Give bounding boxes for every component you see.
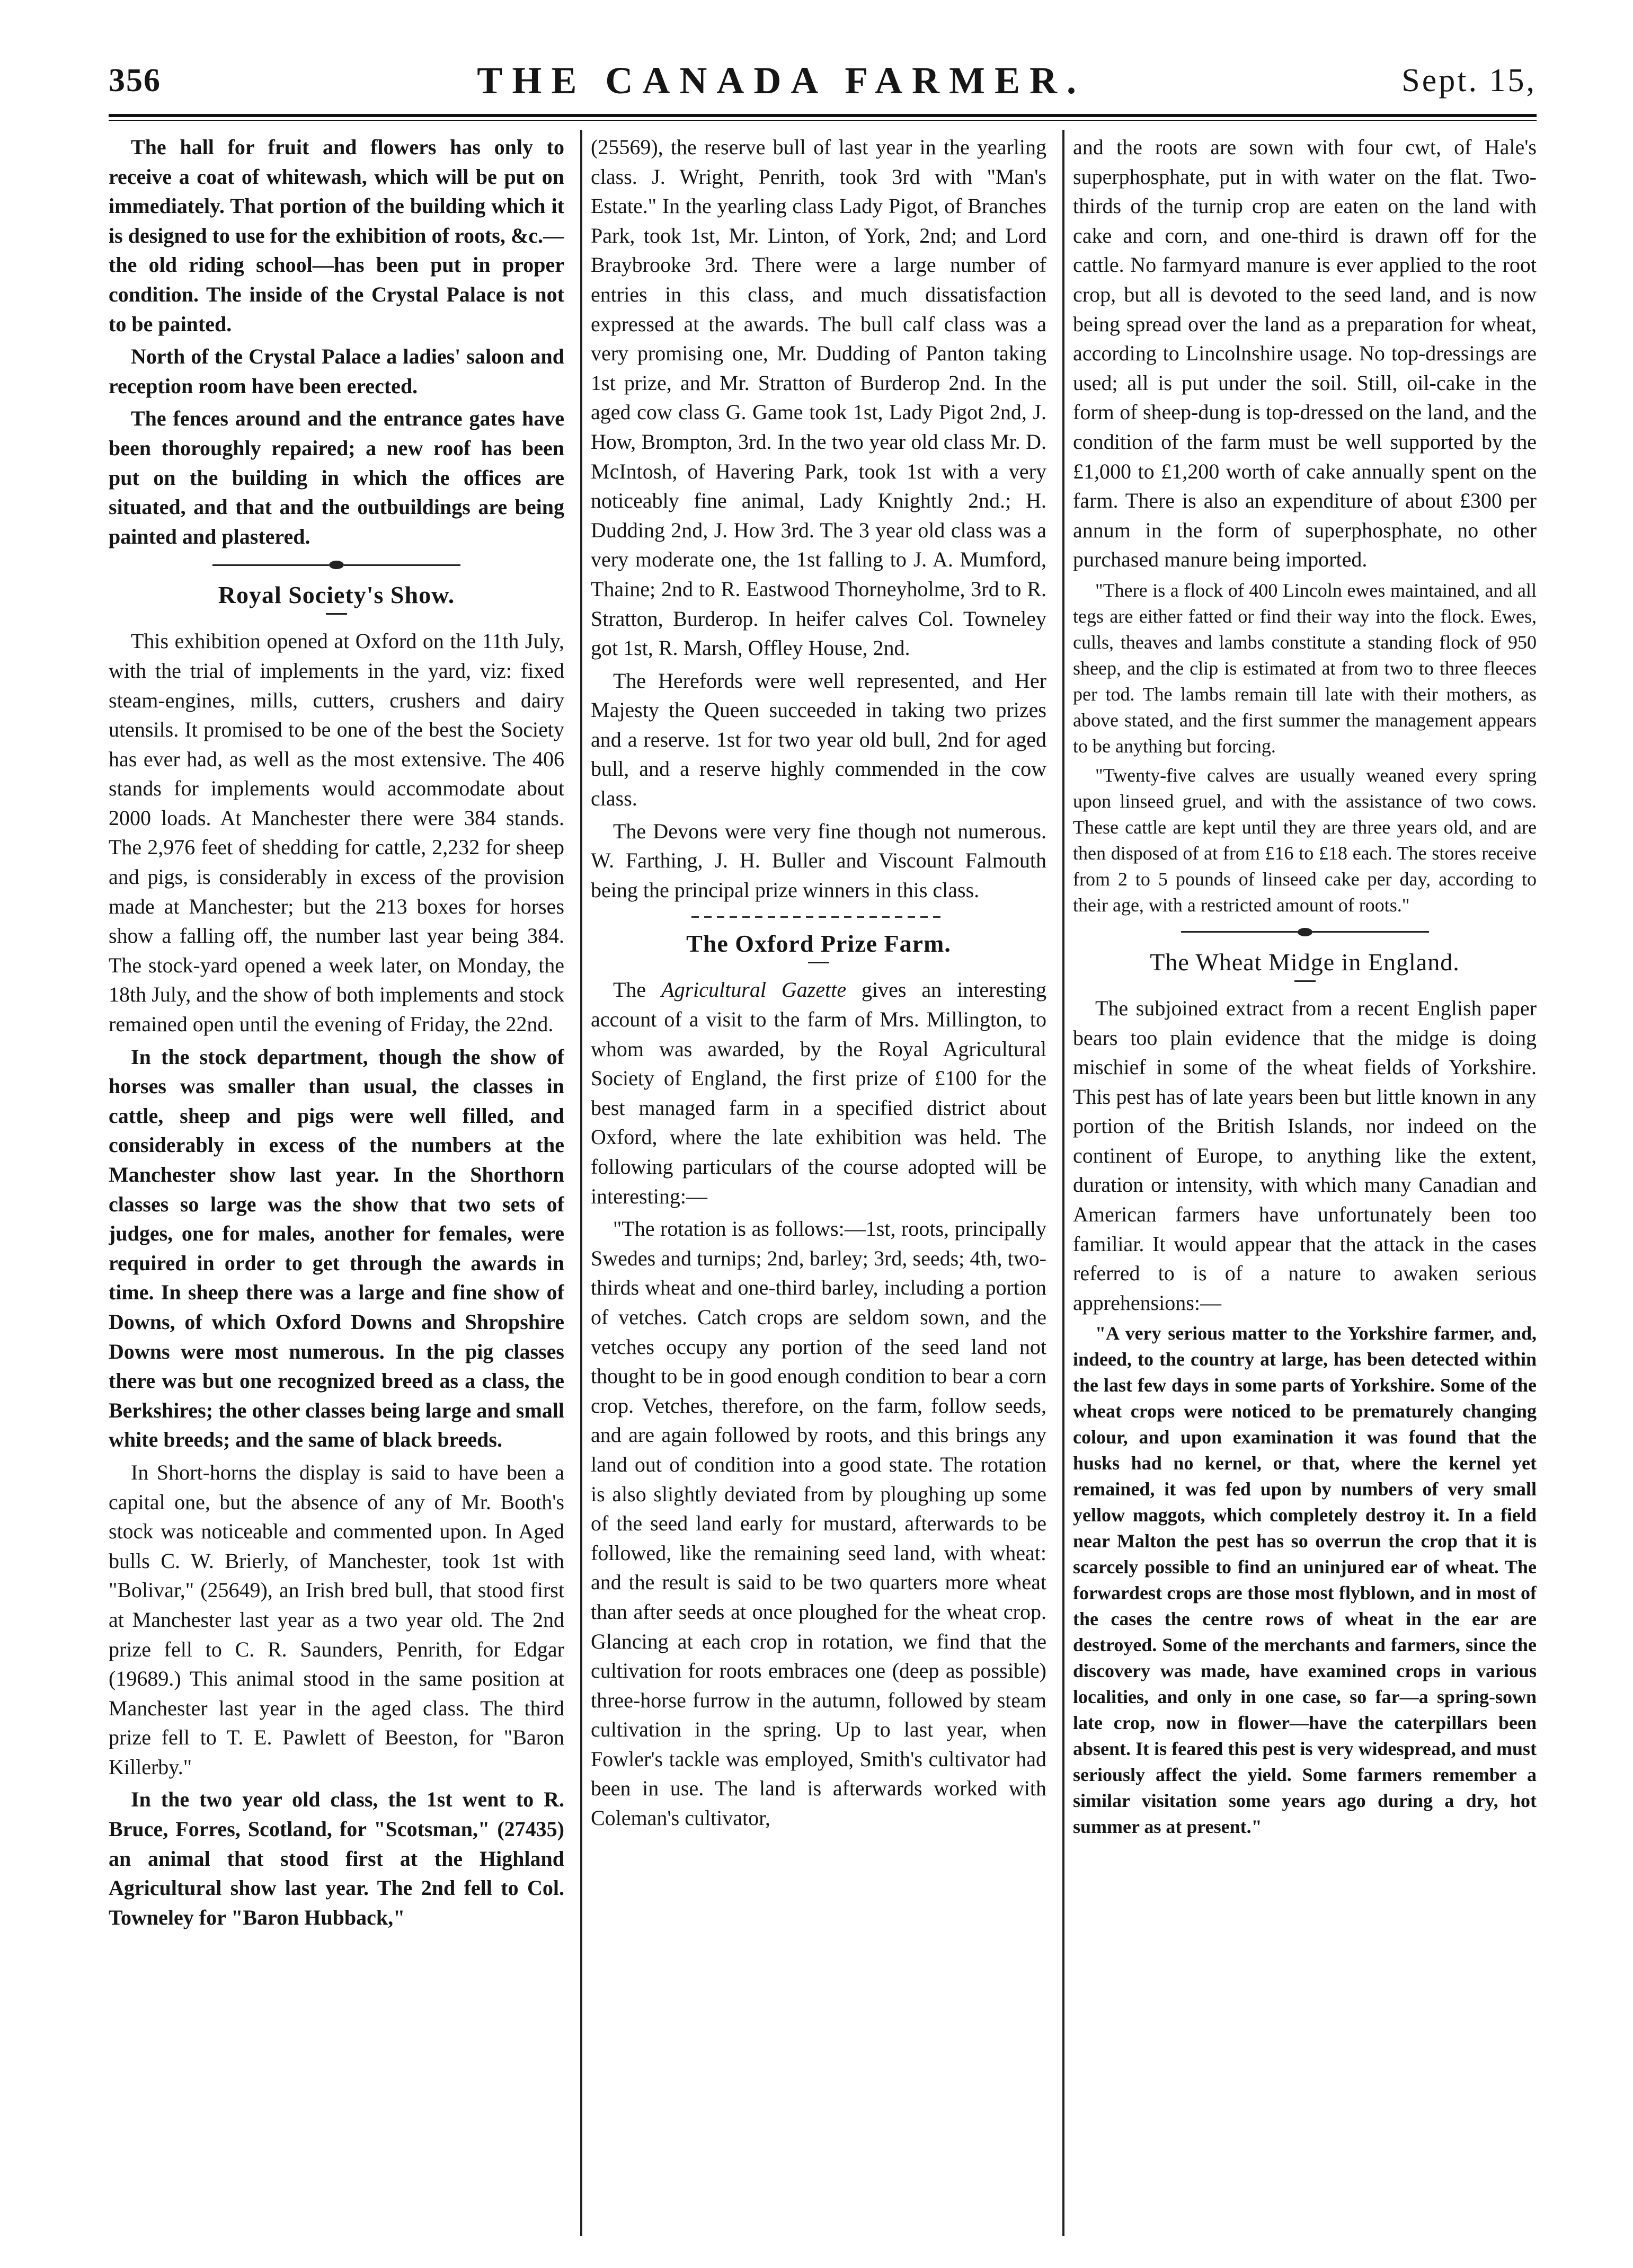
paragraph: In the two year old class, the 1st went to R. Bruce, Forres, Scotland, for "Scotsman," (27435) an animal that stood first at the Highland Agricultural show last year. The 2nd fell to Col. Towneley for "Baron Hubback," [109,1787,564,1929]
ornament-icon [329,561,344,569]
paragraph: North of the Crystal Palace a ladies' saloon and reception room have been erected. [109,344,564,398]
paragraph: The fences around and the entrance gates have been thoroughly repaired; a new roof has been put on the building in which the offices are situated, and that and the outbuildings are being painted and plastered. [109,406,564,548]
column-3 [1073,132,1537,2236]
column-1 [109,132,564,2236]
article-heading: Royal Society's Show. [218,581,455,609]
paragraph: In the stock department, though the show of horses was smaller than usual, the classes in cattle, sheep and pigs were well filled, and considerably in excess of the numbers at the Manchester show last year. In the Shorthorn classes so large was the show that two sets of judges, one for males, another for females, were required in order to get through the awards in time. In sheep there was a large and fine show of Downs, of which Oxford Downs and Shropshire Downs were most numerous. In the pig classes there was but one recognized breed as a class, the Berkshires; the other classes being large and small white breeds; and the same of black breeds. [109,1044,564,1452]
paragraph: The Agricultural Gazette gives an interesting account of a visit to the farm of Mrs. Millington, to whom was awarded, by the Royal Agricultural Society of England, the first prize of £100 for the best managed farm in a specified district about Oxford, where the late exhibition was held. The following particulars of the course adopted will be interesting:— [591,978,1046,1208]
paragraph: The subjoined extract from a recent English paper bears too plain evidence that the midge is doing mischief in some of the wheat fields of Yorkshire. This pest has of late years been but little known in any portion of the British Islands, nor indeed on the continent of Europe, to anything like the extent, duration or intensity, with which many Canadian and American farmers have unfortunately been too familiar. It would appear that the attack in the cases referred to is of a nature to awaken serious apprehensions:— [1073,996,1537,1315]
masthead-title: THE CANADA FARMER. [477,59,1086,102]
section-divider [691,916,946,918]
heading-rule [1294,980,1316,982]
paragraph: "Twenty-five calves are usually weaned every spring upon linseed gruel, and with the assistance of two cows. These cattle are kept until they are three years old, and are then disposed of at from £16 to £18 each. The stores receive from 2 to 5 pounds of linseed cake per day, according to their age, with a restricted amount of roots." [1073,764,1537,916]
paragraph: "There is a flock of 400 Lincoln ewes maintained, and all tegs are either fatted or find their way into the flock. Ewes, culls, theaves and lambs constitute a standing flock of 950 sheep, and the clip is estimated at from two to three fleeces per tod. The lambs remain till late with their mothers, as above stated, and the first summer the management appears to be anything but forcing. [1073,579,1537,757]
ornament-icon [1298,928,1312,936]
column-divider [1062,130,1064,2236]
header-rule-thick [109,114,1537,117]
paragraph: The hall for fruit and flowers has only to receive a coat of whitewash, which will be put on immediately. That portion of the building which it is designed to use for the exhibition of roots, &c.—the old riding school—has been put in proper condition. The inside of the Crystal Palace is not to be painted. [109,135,564,336]
column-divider [580,130,582,2236]
page-number: 356 [109,62,161,99]
heading-rule [808,962,829,963]
paragraph: This exhibition opened at Oxford on the 11th July, with the trial of implements in the yard, viz: fixed steam-engines, mills, cutters, crushers and dairy utensils. It promised to be one of the best the Society has ever had, as well as the most extensive. The 406 stands for implements would accommodate about 2000 loads. At Manchester there were 384 stands. The 2,976 feet of shedding for cattle, 2,232 for sheep and pigs, is considerably in excess of the provision made at Manchester; but the 213 boxes for horses show a falling off, the number last year being 384. The stock-yard opened a week later, on Monday, the 18th July, and the show of both implements and stock remained open until the evening of Friday, the 22nd. [109,629,564,1036]
paragraph: The Devons were very fine though not numerous. W. Farthing, J. H. Buller and Viscount Falmouth being the principal prize winners in this class. [591,819,1046,902]
heading-rule [326,613,347,615]
paragraph: (25569), the reserve bull of last year in the yearling class. J. Wright, Penrith, took 3rd with "Man's Estate." In the yearling class Lady Pigot, of Branches Park, took 1st, Mr. Linton, of York, 2nd; and Lord Braybrooke 3rd. There were a large number of entries in this class, and much dissatisfaction expressed at the awards. The bull calf class was a very promising one, Mr. Dudding of Panton taking 1st prize, and Mr. Stratton of Burderop 2nd. In the aged cow class G. Game took 1st, Lady Pigot 2nd, J. How, Brompton, 3rd. In the two year old class Mr. D. McIntosh, of Havering Park, took 1st with a very noticeably fine animal, Lady Knightly 2nd.; H. Dudding 2nd, J. How 3rd. The 3 year old class was a very moderate one, the 1st falling to J. A. Mumford, Thaine; 2nd to R. Eastwood Thorneyholme, 3rd to R. Stratton, Burderop. In heifer calves Col. Towneley got 1st, R. Marsh, Offley House, 2nd. [591,135,1046,660]
paragraph: "A very serious matter to the Yorkshire farmer, and, indeed, to the country at large, has been detected within the last few days in some parts of Yorkshire. Some of the wheat crops were noticed to be prematurely changing colour, and upon examination it was found that the husks had no kernel, or that, where the kernel yet remained, it was fed upon by numbers of very small yellow maggots, which completely destroy it. In a field near Malton the pest has so overrun the crop that it is scarcely possible to find an uninjured ear of wheat. The forwardest crops are those most flyblown, and in most of the cases the centre rows of wheat in the ear are destroyed. Some of the merchants and farmers, since the discovery was made, have examined crops in various localities, and only in one case, so far—a spring-sown late crop, now in flower—have the caterpillars been absent. It is feared this pest is very widespread, and must seriously affect the yield. Some farmers remember a similar visitation some years ago during a dry, hot summer as at present." [1073,1323,1537,1838]
paragraph: In Short-horns the display is said to have been a capital one, but the absence of any of Mr. Booth's stock was noticeable and commented upon. In Aged bulls C. W. Brierly, of Manchester, took 1st with "Bolivar," (25649), an Irish bred bull, that stood first at Manchester last year as a two year old. The 2nd prize fell to C. R. Saunders, Penrith, for Edgar (19689.) This animal stood in the same position at Manchester last year in the aged class. The third prize fell to T. E. Pawlett of Beeston, for "Baron Killerby." [109,1460,564,1779]
paragraph: The Herefords were well represented, and Her Majesty the Queen succeeded in taking two prizes and a reserve. 1st for two year old bull, 2nd for aged bull, and a reserve highly commended in the cow class. [591,668,1046,811]
section-divider [109,561,564,569]
column-2 [591,132,1046,2236]
header-rule-thin [109,120,1537,121]
publication-title: Agricultural Gazette [661,978,847,1002]
paragraph: "The rotation is as follows:—1st, roots, principally Swedes and turnips; 2nd, barley; 3rd, seeds; 4th, two-thirds wheat and one-third barley, including a portion of vetches. Catch crops are seldom sown, and the vetches occupy any portion of the seed land not thought to be in good enough condition to bear a corn crop. Vetches, therefore, on the farm, follow seeds, and are again followed by roots, and this brings any land out of condition into a good state. The rotation is also slightly deviated from by ploughing up some of the seed land early for mustard, afterwards to be followed, like the remaining seed land, with wheat: and the result is said to be two quarters more wheat than after seeds at once ploughed for the wheat crop. Glancing at each crop in rotation, we find that the cultivation for roots embraces one (deep as possible) three-horse furrow in the autumn, followed by steam cultivation in the spring. Up to last year, when Fowler's tackle was employed, Smith's cultivator had been in use. The land is afterwards worked with Coleman's cultivator, [591,1217,1046,1830]
exhibition-notes [109,132,564,551]
paragraph: and the roots are sown with four cwt, of Hale's superphosphate, put in with water on the flat. Two-thirds of the turnip crop are eaten on the land with cake and corn, and one-third is drawn off for the cattle. No farmyard manure is ever applied to the root crop, but all is devoted to the seed land, and is now being spread over the land as a preparation for wheat, according to Lincolnshire usage. No top-dressings are used; all is put under the soil. Still, oil-cake in the form of sheep-dung is top-dressed on the land, and the condition of the farm must be well supported by the £1,000 to £1,200 worth of cake annually spent on the farm. There is also an expenditure of about £300 per annum in the form of superphosphate, no other purchased manure being imported. [1073,135,1537,572]
page-header [109,49,1537,112]
issue-date: Sept. 15, [1401,62,1537,99]
article-heading: The Oxford Prize Farm. [686,930,951,958]
article-heading: The Wheat Midge in England. [1150,948,1460,976]
section-divider [1073,928,1537,936]
